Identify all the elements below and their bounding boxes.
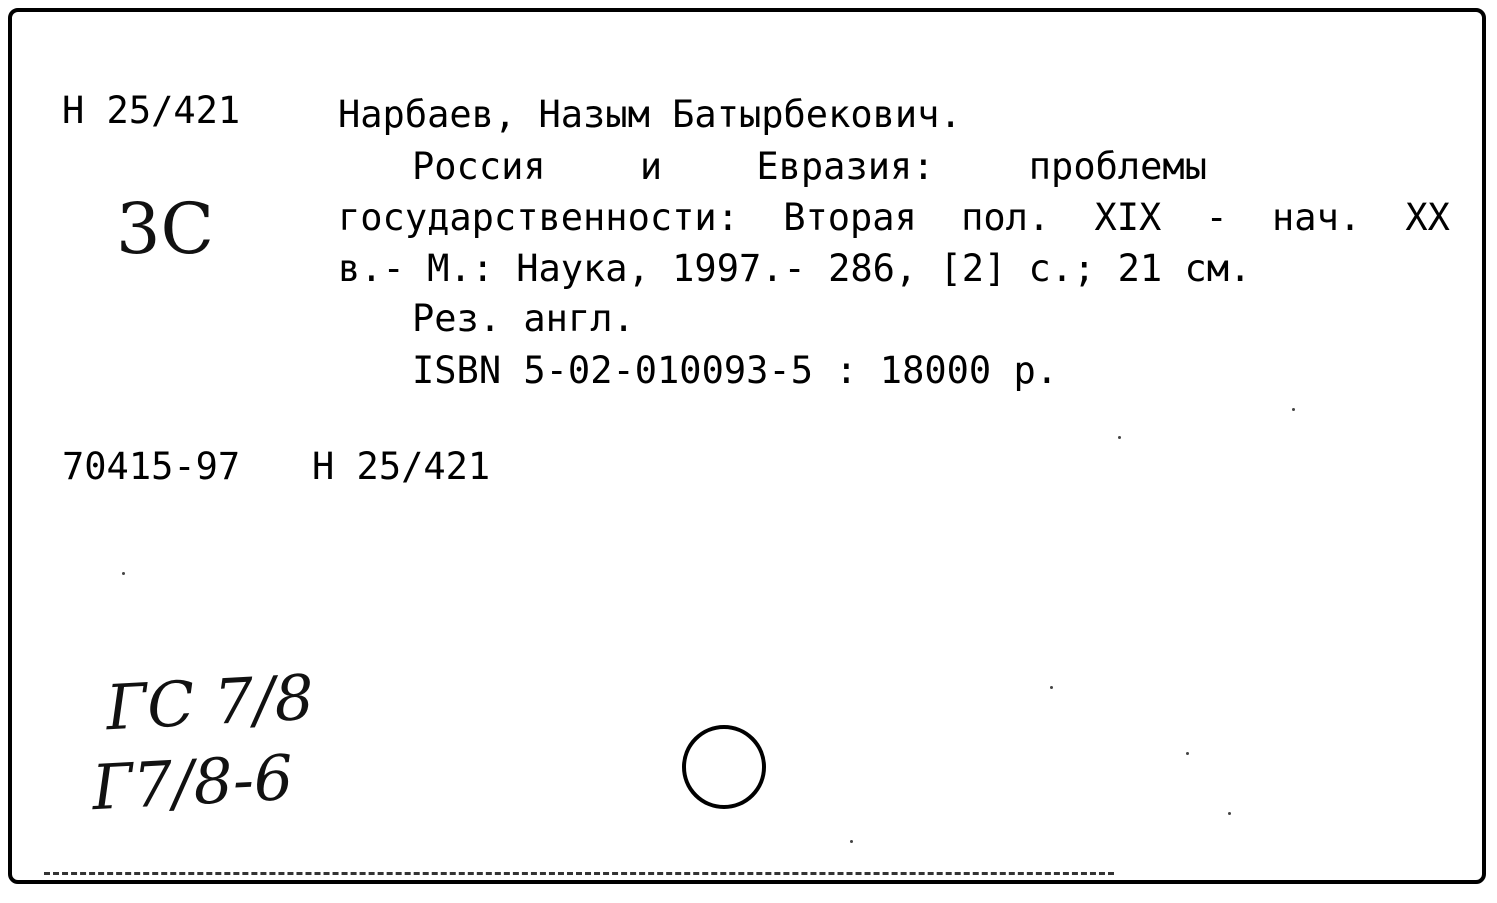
scan-speck xyxy=(1292,408,1295,411)
title-line-2 xyxy=(338,196,1450,239)
title-word: и xyxy=(639,145,663,188)
record-call-number: Н 25/421 xyxy=(312,445,491,488)
scan-speck xyxy=(1050,686,1053,689)
title-word: Евразия: xyxy=(756,145,935,188)
record-number: 70415-97 xyxy=(62,445,241,488)
author-heading: Нарбаев, Назым Батырбекович. xyxy=(338,93,962,136)
shelf-mark: 3С xyxy=(116,188,215,270)
title-word: государственности: xyxy=(338,196,739,239)
title-word: XX xyxy=(1405,196,1450,239)
title-word: пол. xyxy=(961,196,1051,239)
title-word: XIX xyxy=(1094,196,1162,239)
title-line-1 xyxy=(412,145,1207,188)
note-line: Рез. англ. xyxy=(412,297,635,340)
title-word: нач. xyxy=(1272,196,1362,239)
imprint-line: в.- М.: Наука, 1997.- 286, [2] с.; 21 см. xyxy=(338,247,1252,290)
bottom-edge-rule xyxy=(44,872,1114,875)
title-word: Россия xyxy=(412,145,546,188)
title-word: - xyxy=(1205,196,1228,239)
scan-speck xyxy=(122,572,125,575)
scan-speck xyxy=(1118,436,1121,439)
handwritten-annotation-2: Г7/8-6 xyxy=(90,740,295,825)
title-word: проблемы xyxy=(1028,145,1207,188)
stamp-circle-icon xyxy=(682,725,766,809)
isbn-line: ISBN 5-02-010093-5 : 18000 р. xyxy=(412,349,1059,392)
scan-speck xyxy=(1186,752,1189,755)
handwritten-annotation-1: ГС 7/8 xyxy=(104,660,316,745)
scan-speck xyxy=(1228,812,1231,815)
title-word: Вторая xyxy=(783,196,917,239)
call-number: Н 25/421 xyxy=(62,89,241,132)
scan-speck xyxy=(850,840,853,843)
